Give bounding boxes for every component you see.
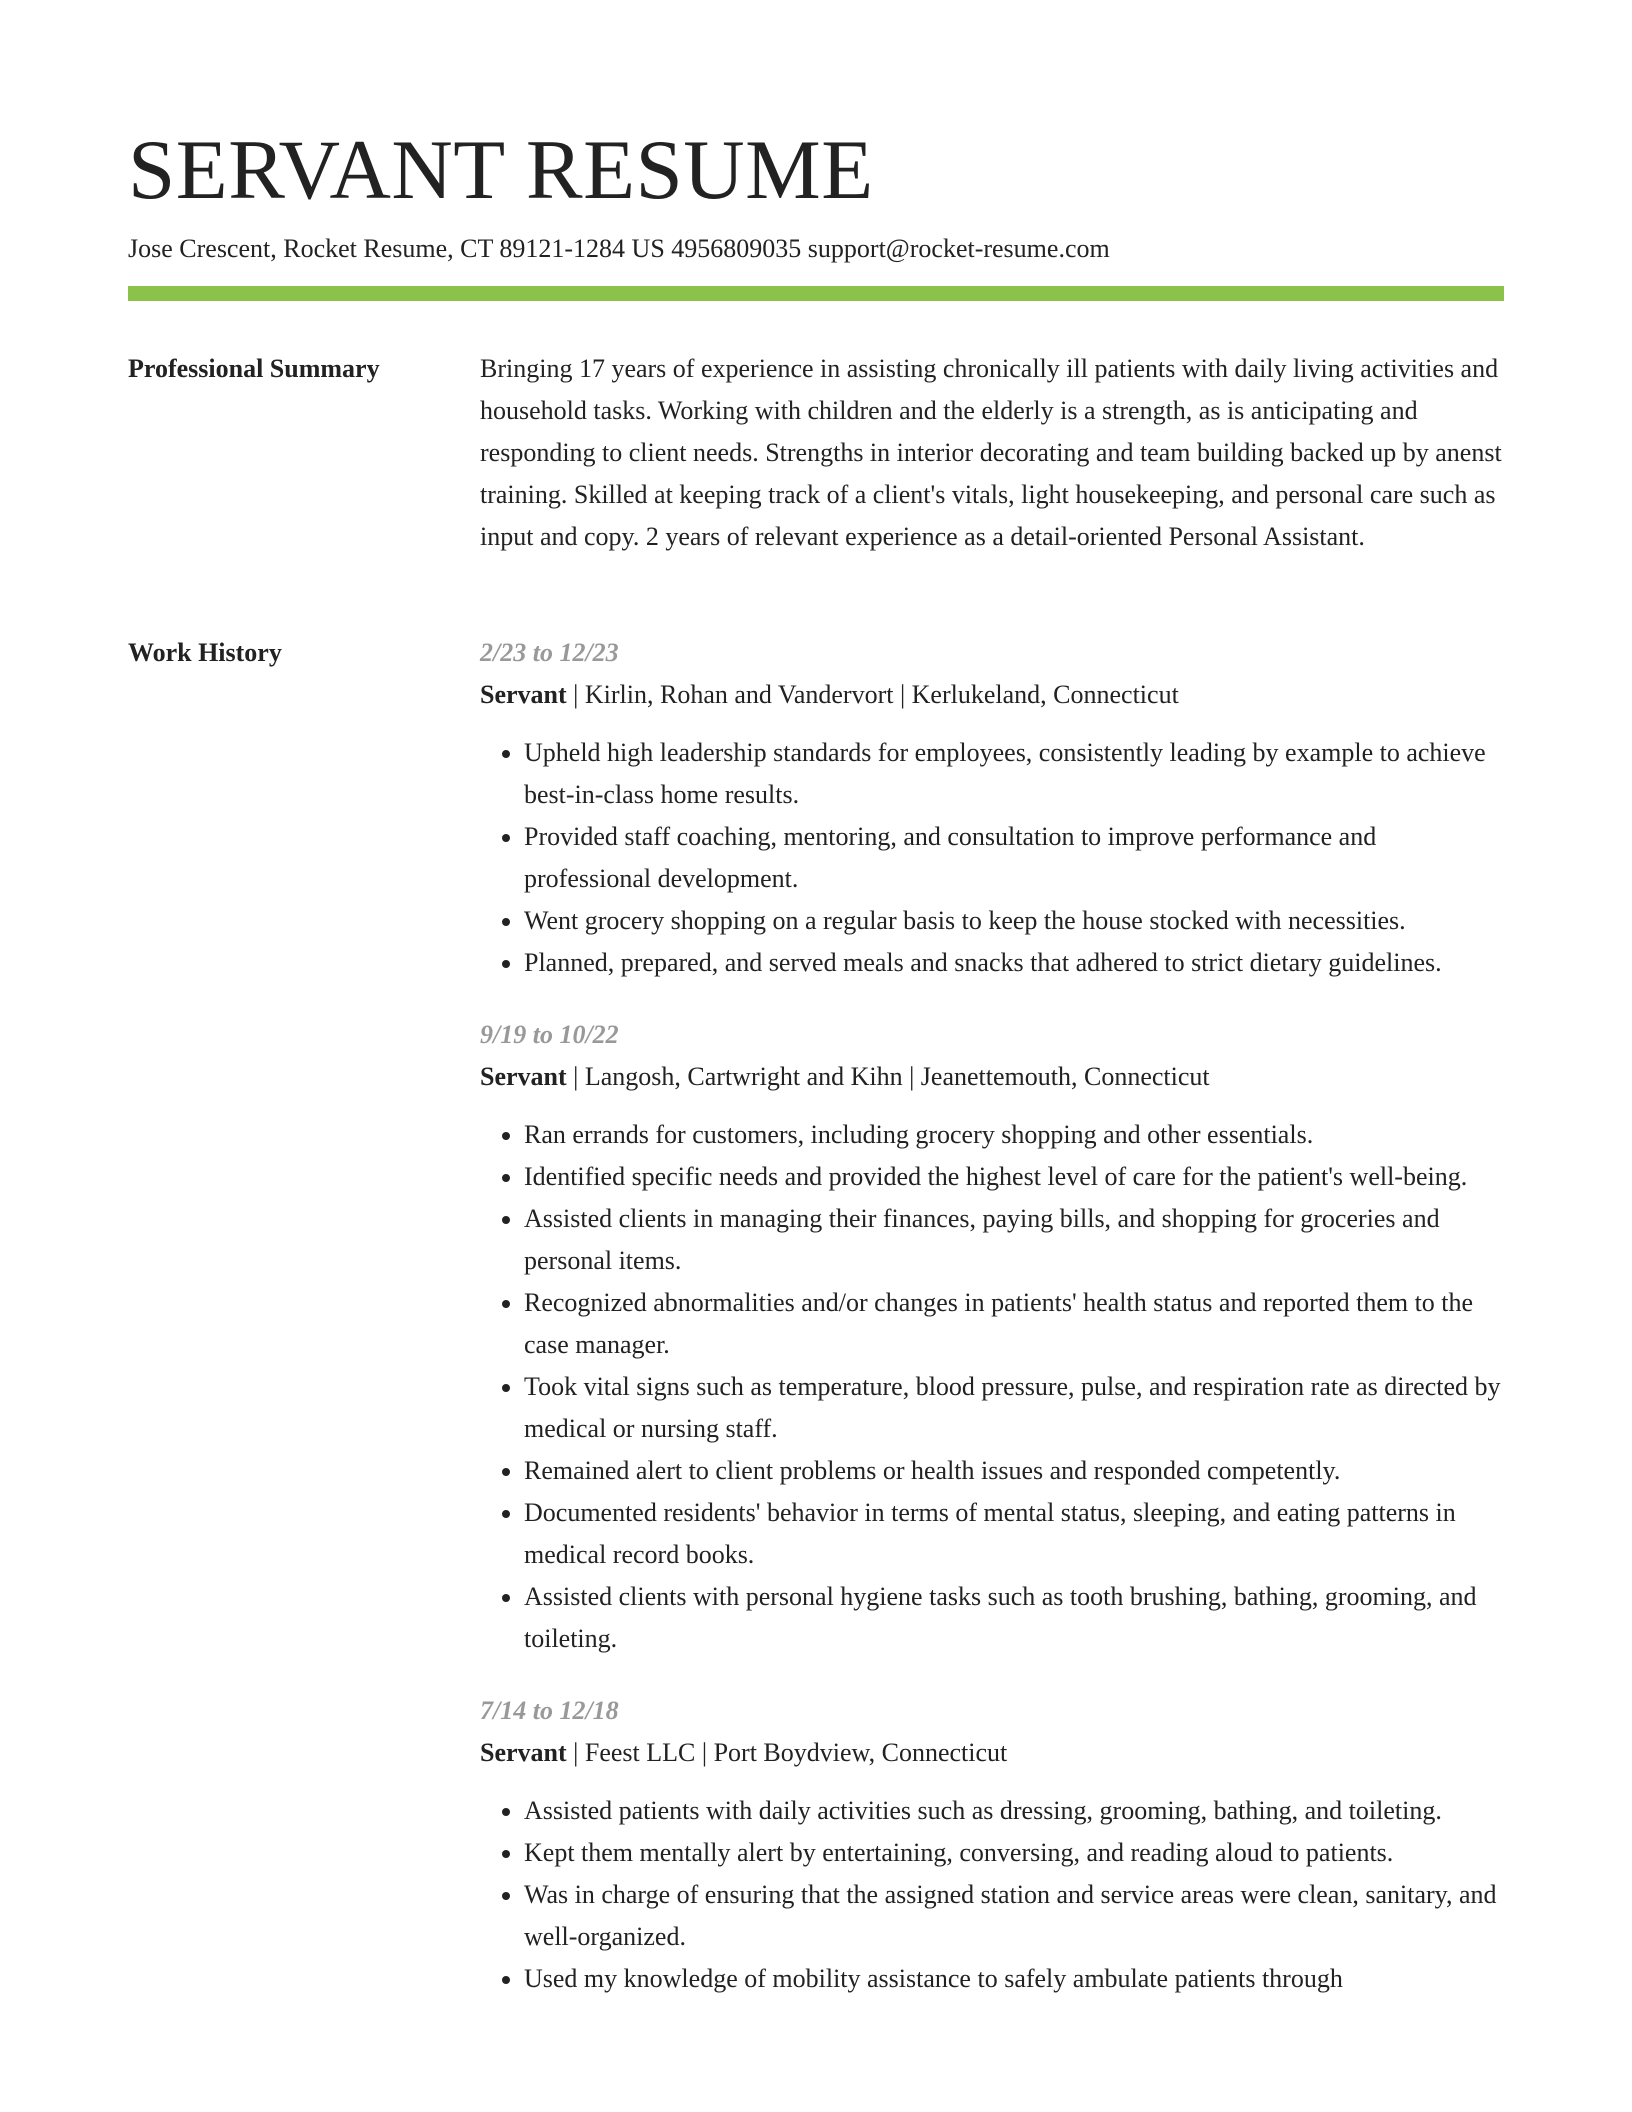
job-dates: 7/14 to 12/18 [480,1696,619,1725]
job-bullet: • Identified specific needs and provided the highest level of care for the patient's well-being. [524,1156,1504,1198]
job-bullet: • Assisted patients with daily activities such as dressing, grooming, bathing, and toileting. [524,1790,1504,1832]
job-bullet: • Took vital signs such as temperature, blood pressure, pulse, and respiration rate as directed by medical or nursing staff. [524,1366,1504,1450]
job-bullet-list [480,1790,1504,2000]
summary-text: Bringing 17 years of experience in assisting chronically ill patients with daily living activities and household tasks. Working with children and the elderly is a strength, as is anticipating and responding to client needs. Strengths in interior decorating and team building backed up by anenst training. Skilled at keeping track of a client's vitals, light housekeeping, and personal care such as input and copy. 2 years of relevant experience as a detail-oriented Personal Assistant. [480,354,1502,551]
job-title-line [480,674,1504,716]
job-details: | Langosh, Cartwright and Kihn | Jeanettemouth, Connecticut [566,1062,1210,1091]
job-entry [480,1690,1504,2000]
work-history-label: Work History [128,638,282,667]
job-entry [480,1014,1504,1660]
summary-label: Professional Summary [128,354,380,383]
contact-line: Jose Crescent, Rocket Resume, CT 89121-1284 US 4956809035 support@rocket-resume.com [128,234,1110,263]
resume-header [128,120,1504,266]
job-title: Servant [480,1062,567,1091]
job-dates: 9/19 to 10/22 [480,1020,619,1049]
job-details: | Feest LLC | Port Boydview, Connecticut [566,1738,1008,1767]
job-details: | Kirlin, Rohan and Vandervort | Kerlukeland, Connecticut [566,680,1179,709]
job-title-line [480,1732,1504,1774]
summary-body [480,348,1504,558]
job-bullet-list [480,732,1504,984]
job-bullet: • Recognized abnormalities and/or changes in patients' health status and reported them to the case manager. [524,1282,1504,1366]
job-entry [480,632,1504,984]
resume-title: SERVANT RESUME [128,123,874,217]
job-bullet: • Assisted clients with personal hygiene tasks such as tooth brushing, bathing, grooming, and toileting. [524,1576,1504,1660]
job-bullet: • Documented residents' behavior in terms of mental status, sleeping, and eating patterns in medical record books. [524,1492,1504,1576]
job-bullet-list [480,1114,1504,1660]
job-dates: 2/23 to 12/23 [480,638,619,667]
job-bullet: • Kept them mentally alert by entertaining, conversing, and reading aloud to patients. [524,1832,1504,1874]
job-bullet: • Used my knowledge of mobility assistance to safely ambulate patients through [524,1958,1504,2000]
work-history-body [480,632,1504,2030]
job-bullet: • Went grocery shopping on a regular basis to keep the house stocked with necessities. [524,900,1504,942]
job-bullet: • Remained alert to client problems or health issues and responded competently. [524,1450,1504,1492]
job-bullet: • Ran errands for customers, including grocery shopping and other essentials. [524,1114,1504,1156]
header-divider [128,286,1504,301]
job-title-line [480,1056,1504,1098]
job-bullet: • Upheld high leadership standards for employees, consistently leading by example to achieve best-in-class home results. [524,732,1504,816]
job-bullet: • Planned, prepared, and served meals and snacks that adhered to strict dietary guidelines. [524,942,1504,984]
job-title: Servant [480,1738,567,1767]
job-title: Servant [480,680,567,709]
job-bullet: • Was in charge of ensuring that the assigned station and service areas were clean, sanitary, and well-organized. [524,1874,1504,1958]
job-bullet: • Assisted clients in managing their finances, paying bills, and shopping for groceries and personal items. [524,1198,1504,1282]
job-bullet: • Provided staff coaching, mentoring, and consultation to improve performance and professional development. [524,816,1504,900]
